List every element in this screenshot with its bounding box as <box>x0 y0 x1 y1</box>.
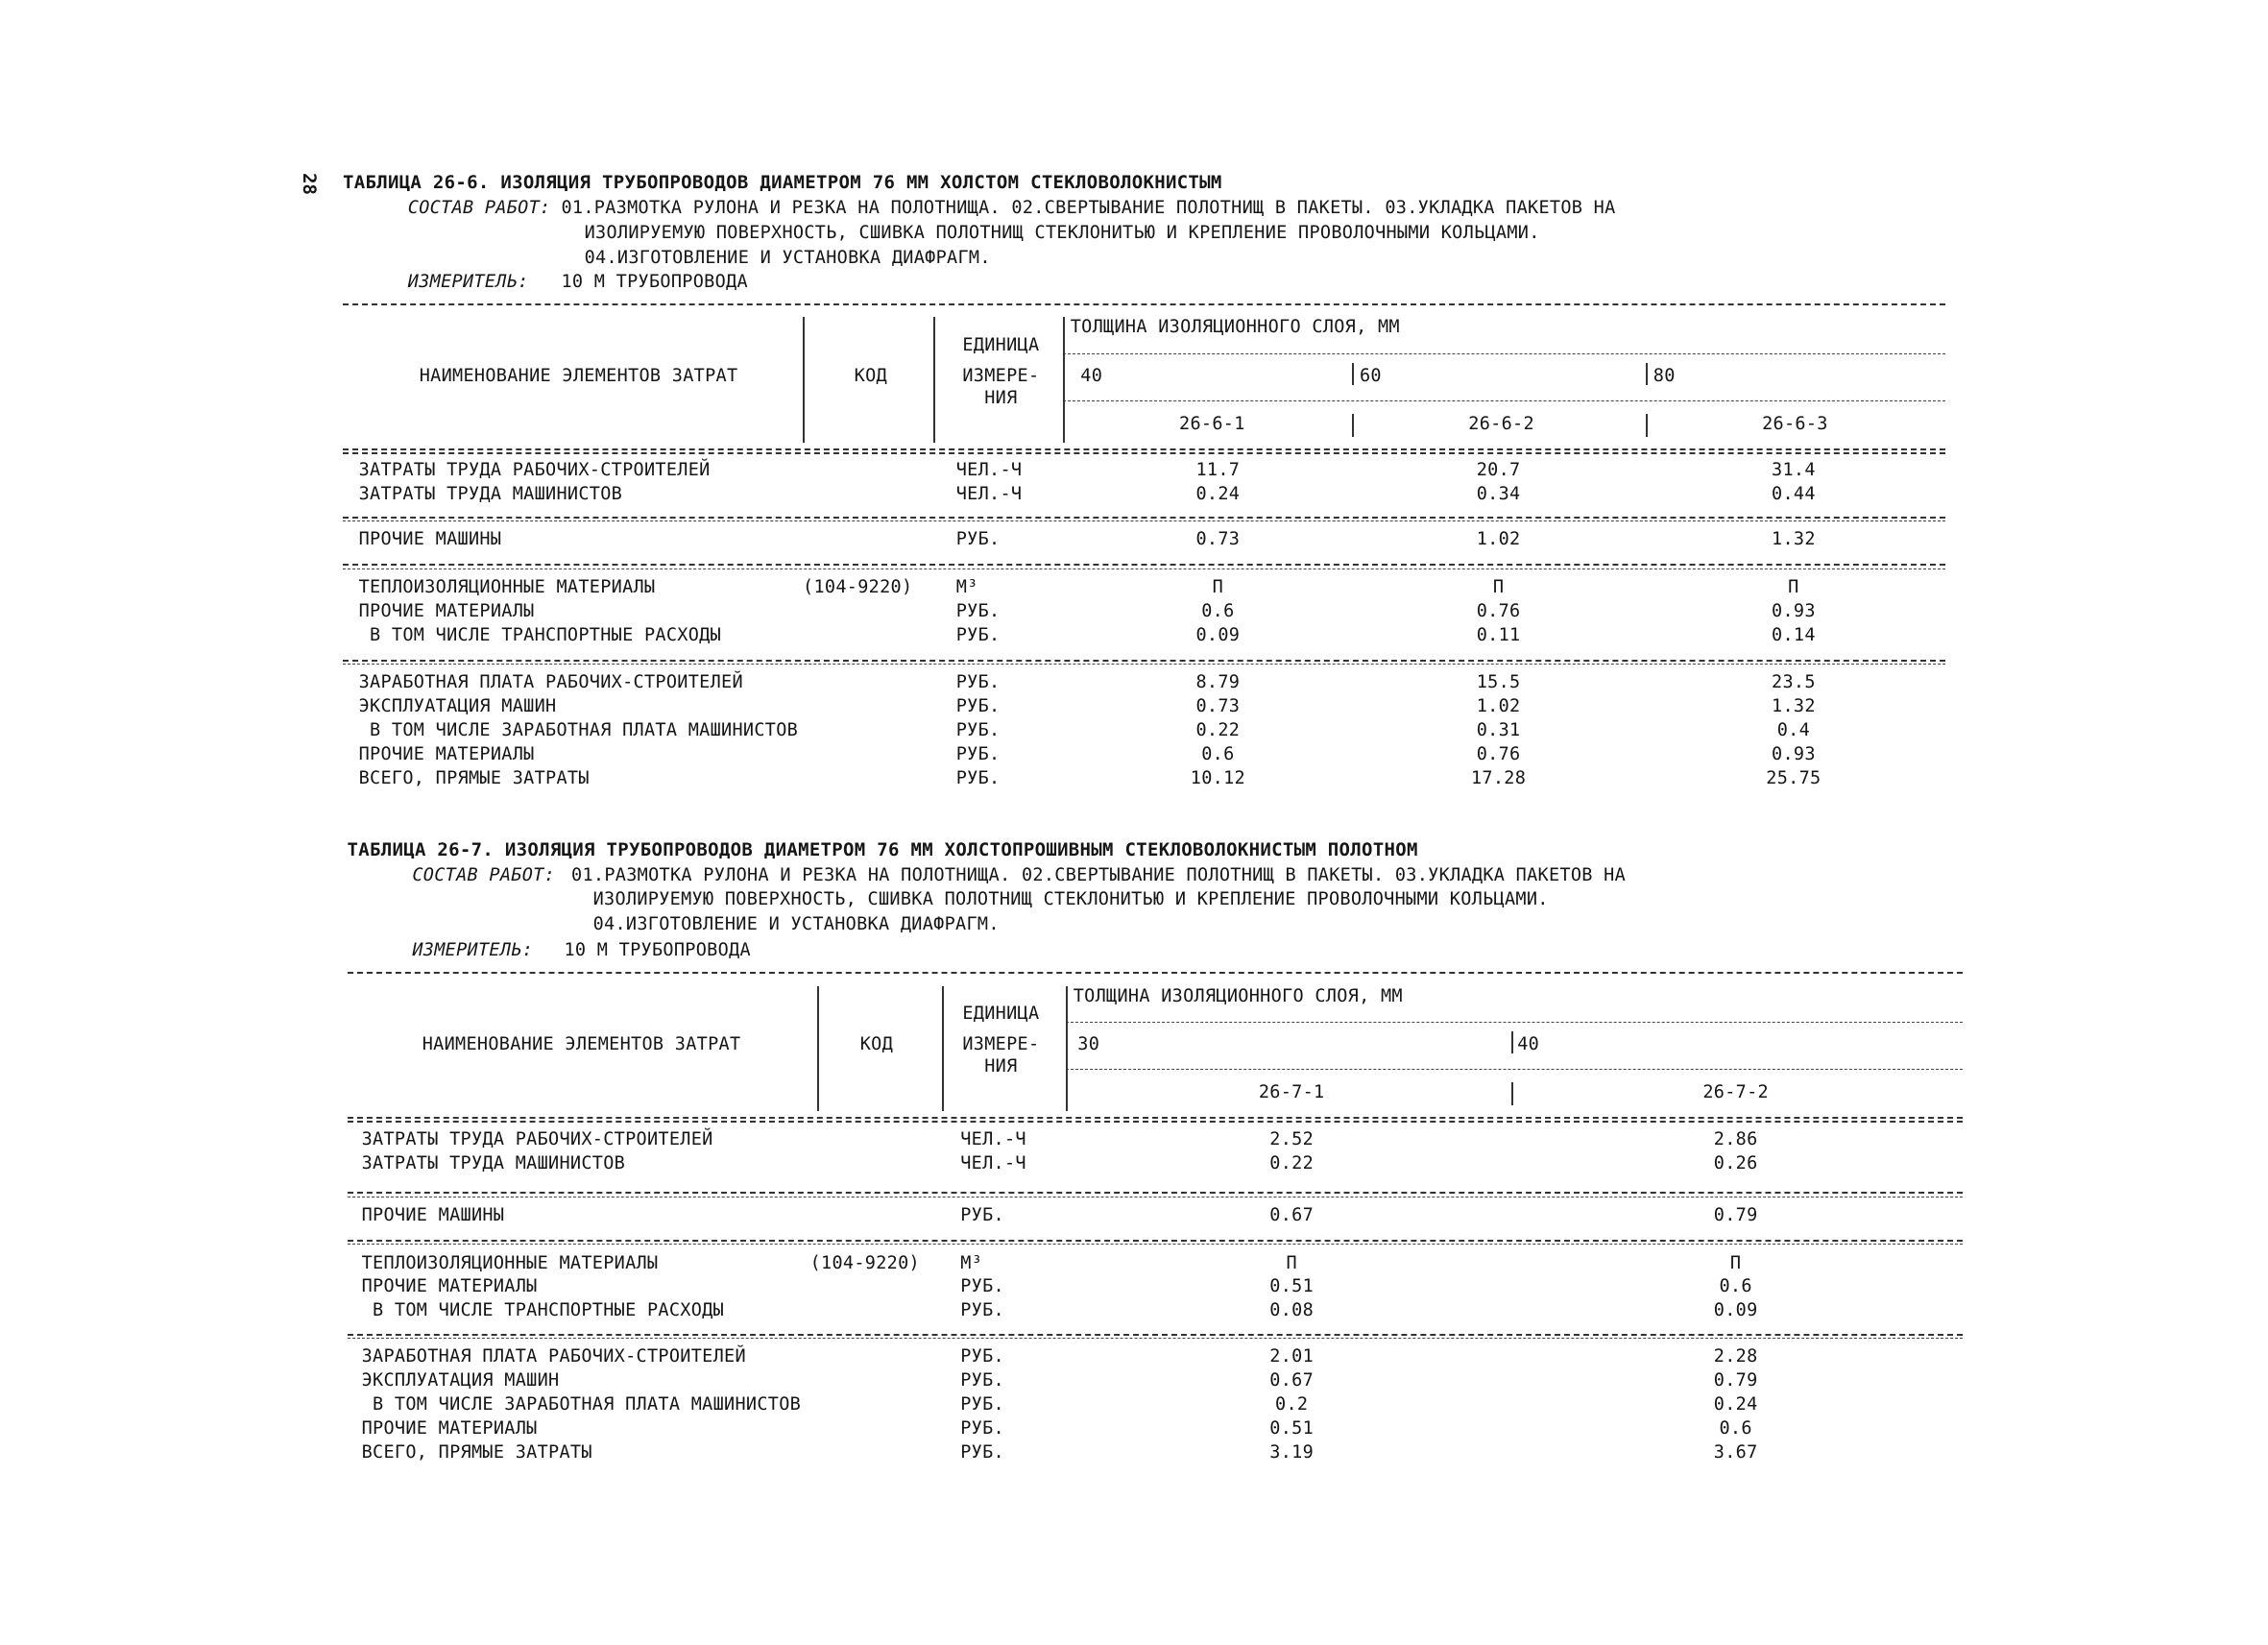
norm-code: 26-6-2 <box>1468 413 1534 434</box>
row-value: П <box>1212 577 1224 598</box>
row-value: 0.09 <box>1195 624 1241 645</box>
header-bottom-rule <box>348 1121 1964 1123</box>
row-value: 11.7 <box>1195 460 1241 481</box>
table-top-rule <box>343 303 1945 305</box>
composition-label: СОСТАВ РАБОТ: <box>407 198 551 219</box>
row-unit: РУБ. <box>955 600 1001 621</box>
row-value: 2.28 <box>1713 1346 1758 1367</box>
row-value: П <box>1286 1252 1297 1273</box>
row-name: ВСЕГО, ПРЯМЫЕ ЗАТРАТЫ <box>361 1441 592 1463</box>
table-title: ТАБЛИЦА 26-6. ИЗОЛЯЦИЯ ТРУБОПРОВОДОВ ДИАМЕТРОМ 76 ММ ХОЛСТОМ СТЕКЛОВОЛОКНИСТЫМ <box>343 172 1222 194</box>
row-name: ЗАТРАТЫ ТРУДА МАШИНИСТОВ <box>361 1153 626 1174</box>
row-value: 15.5 <box>1476 672 1521 693</box>
row-value: 0.6 <box>1201 600 1235 621</box>
row-value: 0.34 <box>1476 483 1521 504</box>
row-value: 31.4 <box>1772 460 1816 481</box>
column-header-code: КОД <box>854 366 887 387</box>
row-name: ПРОЧИЕ МАТЕРИАЛЫ <box>361 1418 538 1439</box>
row-value: 17.28 <box>1470 767 1527 788</box>
row-unit: РУБ. <box>960 1370 1004 1391</box>
composition-line: 04.ИЗГОТОВЛЕНИЕ И УСТАНОВКА ДИАФРАГМ. <box>592 914 1000 935</box>
row-unit: РУБ. <box>960 1441 1004 1463</box>
thickness-header: ТОЛЩИНА ИЗОЛЯЦИОННОГО СЛОЯ, ММ <box>1073 986 1403 1007</box>
meter-value: 10 М ТРУБОПРОВОДА <box>564 940 751 961</box>
header-column-divider <box>1066 986 1068 1111</box>
header-bottom-rule <box>343 448 1945 450</box>
row-value: 10.12 <box>1190 767 1245 788</box>
row-name: В ТОМ ЧИСЛЕ ТРАНСПОРТНЫЕ РАСХОДЫ <box>358 624 722 645</box>
composition-line: ИЗОЛИРУЕМУЮ ПОВЕРХНОСТЬ, СШИВКА ПОЛОТНИЩ СТЕКЛОНИТЬЮ И КРЕПЛЕНИЕ ПРОВОЛОЧНЫМИ КОЛЬЦАМИ. <box>584 222 1540 243</box>
header-column-divider <box>1352 414 1354 437</box>
composition-line: 04.ИЗГОТОВЛЕНИЕ И УСТАНОВКА ДИАФРАГМ. <box>584 247 991 268</box>
header-column-divider <box>1352 363 1354 385</box>
row-value: 1.02 <box>1476 529 1521 550</box>
group-separator <box>348 1244 1964 1245</box>
row-unit: РУБ. <box>960 1204 1004 1225</box>
thickness-value: 40 <box>1517 1034 1540 1055</box>
row-value: 0.73 <box>1195 529 1241 550</box>
row-value: 8.79 <box>1195 672 1241 693</box>
header-column-divider <box>1511 1082 1513 1105</box>
row-value: 0.24 <box>1713 1394 1758 1415</box>
row-name: ЗАРАБОТНАЯ ПЛАТА РАБОЧИХ-СТРОИТЕЛЕЙ <box>358 672 743 693</box>
page-number: 28 <box>299 173 320 195</box>
row-name: ЗАТРАТЫ ТРУДА РАБОЧИХ-СТРОИТЕЛЕЙ <box>361 1129 713 1150</box>
column-header-name: НАИМЕНОВАНИЕ ЭЛЕМЕНТОВ ЗАТРАТ <box>422 1034 741 1055</box>
row-unit: ЧЕЛ.-Ч <box>955 460 1023 481</box>
header-column-divider <box>1646 363 1648 385</box>
row-value: 3.19 <box>1269 1441 1315 1463</box>
row-unit: РУБ. <box>955 529 1001 550</box>
column-header-unit: ЕДИНИЦА <box>962 1004 1040 1025</box>
row-value: 0.4 <box>1776 720 1811 741</box>
row-unit: М³ <box>955 577 978 598</box>
row-value: П <box>1788 577 1799 598</box>
row-value: 23.5 <box>1772 672 1816 693</box>
row-value: 0.14 <box>1772 624 1816 645</box>
row-name: ВСЕГО, ПРЯМЫЕ ЗАТРАТЫ <box>358 767 590 788</box>
composition-line: ИЗОЛИРУЕМУЮ ПОВЕРХНОСТЬ, СШИВКА ПОЛОТНИЩ СТЕКЛОНИТЬЮ И КРЕПЛЕНИЕ ПРОВОЛОЧНЫМИ КОЛЬЦАМИ. <box>592 889 1549 910</box>
row-unit: РУБ. <box>955 744 1001 765</box>
row-value: 0.51 <box>1269 1276 1315 1297</box>
column-header-unit: НИЯ <box>984 387 1018 408</box>
row-value: 0.09 <box>1713 1300 1758 1321</box>
group-separator <box>343 517 1945 519</box>
meter-label: ИЗМЕРИТЕЛЬ: <box>412 940 534 961</box>
group-separator <box>343 520 1945 521</box>
row-value: 0.08 <box>1269 1300 1315 1321</box>
row-name: ПРОЧИЕ МАШИНЫ <box>361 1204 505 1225</box>
table-top-rule <box>348 972 1964 974</box>
header-rule <box>1066 1069 1963 1070</box>
row-code: (104-9220) <box>809 1252 920 1273</box>
row-value: 20.7 <box>1476 460 1521 481</box>
row-unit: ЧЕЛ.-Ч <box>960 1129 1026 1150</box>
row-unit: РУБ. <box>955 624 1001 645</box>
row-name: ПРОЧИЕ МАШИНЫ <box>358 529 502 550</box>
row-value: 0.67 <box>1269 1370 1315 1391</box>
row-unit: РУБ. <box>960 1394 1004 1415</box>
row-name: ЗАРАБОТНАЯ ПЛАТА РАБОЧИХ-СТРОИТЕЛЕЙ <box>361 1346 746 1367</box>
header-column-divider <box>1511 1031 1513 1053</box>
header-rule <box>1063 400 1945 401</box>
header-column-divider <box>1646 414 1648 437</box>
row-value: 2.01 <box>1269 1346 1315 1367</box>
header-bottom-rule <box>348 1117 1964 1119</box>
group-separator <box>348 1240 1964 1242</box>
row-value: 0.11 <box>1476 624 1521 645</box>
header-column-divider <box>1063 317 1065 443</box>
row-unit: РУБ. <box>960 1276 1004 1297</box>
row-unit: РУБ. <box>960 1346 1004 1367</box>
row-name: ПРОЧИЕ МАТЕРИАЛЫ <box>361 1276 538 1297</box>
row-name: В ТОМ ЧИСЛЕ ТРАНСПОРТНЫЕ РАСХОДЫ <box>361 1300 725 1321</box>
group-separator <box>348 1334 1964 1336</box>
row-unit: М³ <box>960 1252 983 1273</box>
row-name: ЗАТРАТЫ ТРУДА МАШИНИСТОВ <box>358 483 623 504</box>
row-value: 3.67 <box>1713 1441 1758 1463</box>
group-separator <box>343 664 1945 665</box>
row-value: 0.73 <box>1195 696 1241 717</box>
composition-label: СОСТАВ РАБОТ: <box>412 864 556 885</box>
row-value: 1.32 <box>1772 529 1816 550</box>
row-value: 1.32 <box>1772 696 1816 717</box>
composition-line: 01.РАЗМОТКА РУЛОНА И РЕЗКА НА ПОЛОТНИЩА. 02.СВЕРТЫВАНИЕ ПОЛОТНИЩ В ПАКЕТЫ. 03.УКЛАДКА ПАКЕТОВ НА <box>561 198 1616 219</box>
row-value: 1.02 <box>1476 696 1521 717</box>
thickness-header: ТОЛЩИНА ИЗОЛЯЦИОННОГО СЛОЯ, ММ <box>1070 316 1400 337</box>
row-value: 0.6 <box>1719 1276 1752 1297</box>
group-separator <box>348 1338 1964 1339</box>
row-value: 0.22 <box>1195 720 1241 741</box>
row-value: 0.79 <box>1713 1204 1758 1225</box>
row-value: 0.93 <box>1772 600 1816 621</box>
meter-label: ИЗМЕРИТЕЛЬ: <box>407 272 529 293</box>
row-name: ПРОЧИЕ МАТЕРИАЛЫ <box>358 600 535 621</box>
table-title: ТАБЛИЦА 26-7. ИЗОЛЯЦИЯ ТРУБОПРОВОДОВ ДИАМЕТРОМ 76 ММ ХОЛСТОПРОШИВНЫМ СТЕКЛОВОЛОКНИСТЫМ ПОЛОТНОМ <box>347 838 1418 860</box>
row-name: В ТОМ ЧИСЛЕ ЗАРАБОТНАЯ ПЛАТА МАШИНИСТОВ <box>361 1394 802 1415</box>
header-rule <box>1063 353 1945 354</box>
row-value: 0.6 <box>1719 1418 1752 1439</box>
row-unit: РУБ. <box>955 720 1001 741</box>
row-value: 25.75 <box>1766 767 1822 788</box>
column-header-unit: ИЗМЕРЕ- <box>962 1034 1040 1055</box>
row-unit: РУБ. <box>955 696 1001 717</box>
row-name: ТЕПЛОИЗОЛЯЦИОННЫЕ МАТЕРИАЛЫ <box>361 1252 659 1273</box>
column-header-unit: НИЯ <box>984 1055 1018 1077</box>
row-value: 0.93 <box>1772 744 1816 765</box>
group-separator <box>348 1192 1964 1194</box>
thickness-value: 80 <box>1653 366 1676 387</box>
row-name: В ТОМ ЧИСЛЕ ЗАРАБОТНАЯ ПЛАТА МАШИНИСТОВ <box>358 720 799 741</box>
row-name: ТЕПЛОИЗОЛЯЦИОННЫЕ МАТЕРИАЛЫ <box>358 577 656 598</box>
row-value: П <box>1729 1252 1742 1273</box>
composition-line: 01.РАЗМОТКА РУЛОНА И РЕЗКА НА ПОЛОТНИЩА. 02.СВЕРТЫВАНИЕ ПОЛОТНИЩ В ПАКЕТЫ. 03.УКЛАДКА ПАКЕТОВ НА <box>571 864 1627 885</box>
row-value: 0.44 <box>1772 483 1816 504</box>
column-header-code: КОД <box>859 1034 894 1055</box>
group-separator <box>343 660 1945 662</box>
norm-code: 26-7-1 <box>1258 1081 1325 1102</box>
row-code: (104-9220) <box>803 577 913 598</box>
row-value: 0.79 <box>1713 1370 1758 1391</box>
row-value: 0.2 <box>1275 1394 1309 1415</box>
header-column-divider <box>803 317 805 443</box>
row-unit: ЧЕЛ.-Ч <box>960 1153 1026 1174</box>
header-rule <box>1066 1022 1963 1023</box>
row-name: ЭКСПЛУАТАЦИЯ МАШИН <box>358 696 557 717</box>
norm-code: 26-6-1 <box>1179 413 1245 434</box>
row-unit: ЧЕЛ.-Ч <box>955 483 1023 504</box>
column-header-unit: ИЗМЕРЕ- <box>962 366 1040 387</box>
row-unit: РУБ. <box>960 1418 1004 1439</box>
norm-code: 26-6-3 <box>1762 413 1828 434</box>
row-name: ПРОЧИЕ МАТЕРИАЛЫ <box>358 744 535 765</box>
row-value: 0.6 <box>1201 744 1235 765</box>
row-value: 2.52 <box>1269 1129 1315 1150</box>
header-column-divider <box>817 986 819 1111</box>
row-value: 0.22 <box>1269 1153 1315 1174</box>
row-value: 0.51 <box>1269 1418 1315 1439</box>
row-value: 2.86 <box>1713 1129 1758 1150</box>
header-bottom-rule <box>343 452 1945 454</box>
row-value: 0.76 <box>1476 744 1521 765</box>
row-unit: РУБ. <box>955 672 1001 693</box>
thickness-value: 30 <box>1077 1034 1100 1055</box>
row-value: 0.76 <box>1476 600 1521 621</box>
row-value: 0.24 <box>1195 483 1241 504</box>
column-header-name: НАИМЕНОВАНИЕ ЭЛЕМЕНТОВ ЗАТРАТ <box>419 366 738 387</box>
thickness-value: 40 <box>1080 366 1103 387</box>
header-column-divider <box>933 317 935 443</box>
row-value: П <box>1492 577 1505 598</box>
group-separator <box>343 568 1945 569</box>
thickness-value: 60 <box>1359 366 1382 387</box>
norm-code: 26-7-2 <box>1702 1081 1769 1102</box>
group-separator <box>343 564 1945 566</box>
row-unit: РУБ. <box>955 767 1001 788</box>
row-value: 0.31 <box>1476 720 1521 741</box>
row-value: 0.67 <box>1269 1204 1315 1225</box>
row-name: ЗАТРАТЫ ТРУДА РАБОЧИХ-СТРОИТЕЛЕЙ <box>358 460 711 481</box>
meter-value: 10 М ТРУБОПРОВОДА <box>561 272 748 293</box>
row-unit: РУБ. <box>960 1300 1004 1321</box>
row-name: ЭКСПЛУАТАЦИЯ МАШИН <box>361 1370 560 1391</box>
row-value: 0.26 <box>1713 1153 1758 1174</box>
column-header-unit: ЕДИНИЦА <box>962 335 1040 356</box>
